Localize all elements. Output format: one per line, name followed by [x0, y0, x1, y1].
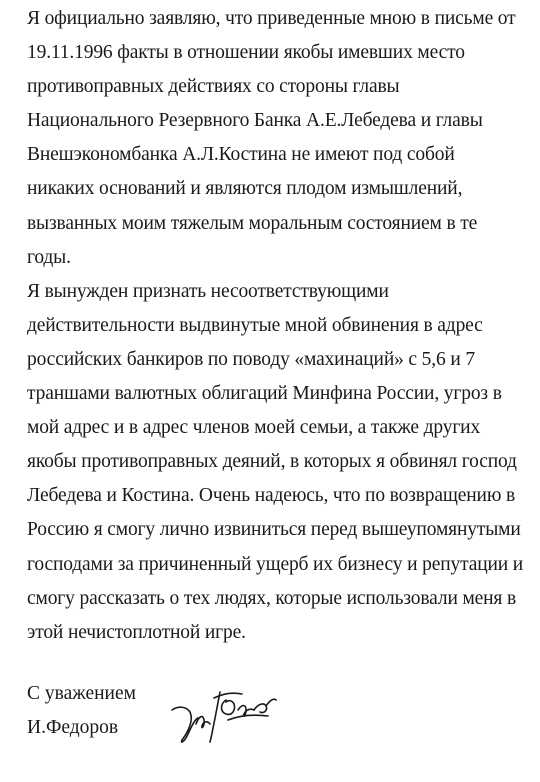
text-line: Национального Резервного Банка А.Е.Лебедева и главы — [27, 110, 483, 132]
text-line: Россию я смогу лично извиниться перед вышеупомянутыми — [27, 519, 521, 541]
text-line: господами за причиненный ущерб их бизнесу и репутации и — [27, 553, 524, 575]
text-line: никаких оснований и являются плодом измышлений, — [27, 178, 463, 200]
text-line: Я официально заявляю, что приведенные мною в письме от — [27, 8, 516, 29]
signer-name: И.Федоров — [27, 717, 119, 738]
letter-body — [27, 2, 532, 650]
text-line: 19.11.1996 факты в отношении якобы имевших место — [27, 42, 465, 64]
text-line: вызванных моим тяжелым моральным состоянием в те — [27, 212, 478, 234]
text-line: мой адрес и в адрес членов моей семьи, а также других — [27, 417, 481, 439]
text-line: действительности выдвинутые мной обвинения в адрес — [27, 314, 483, 336]
handwritten-signature — [168, 680, 278, 750]
text-line: годы. — [27, 246, 71, 268]
text-line: Внешэкономбанка А.Л.Костина не имеют под собой — [27, 144, 455, 166]
text-line: Лебедева и Костина. Очень надеюсь, что по возвращению в — [27, 485, 516, 507]
text-line: Я вынужден признать несоответствующими — [27, 280, 389, 302]
text-line: российских банкиров по поводу «махинаций» с 5,6 и 7 — [27, 348, 475, 370]
text-line: смогу рассказать о тех людях, которые использовали меня в — [27, 587, 517, 609]
text-line: противоправных действиях со стороны главы — [27, 76, 400, 98]
letter-closing — [27, 677, 136, 745]
closing-salutation: С уважением — [27, 683, 136, 704]
paragraph-1 — [27, 2, 532, 275]
text-line: этой нечистоплотной игре. — [27, 621, 246, 643]
text-line: траншами валютных облигаций Минфина России, угроз в — [27, 383, 502, 405]
paragraph-2 — [27, 275, 532, 650]
text-line: якобы противоправных деяний, в которых я обвинял господ — [27, 451, 517, 473]
